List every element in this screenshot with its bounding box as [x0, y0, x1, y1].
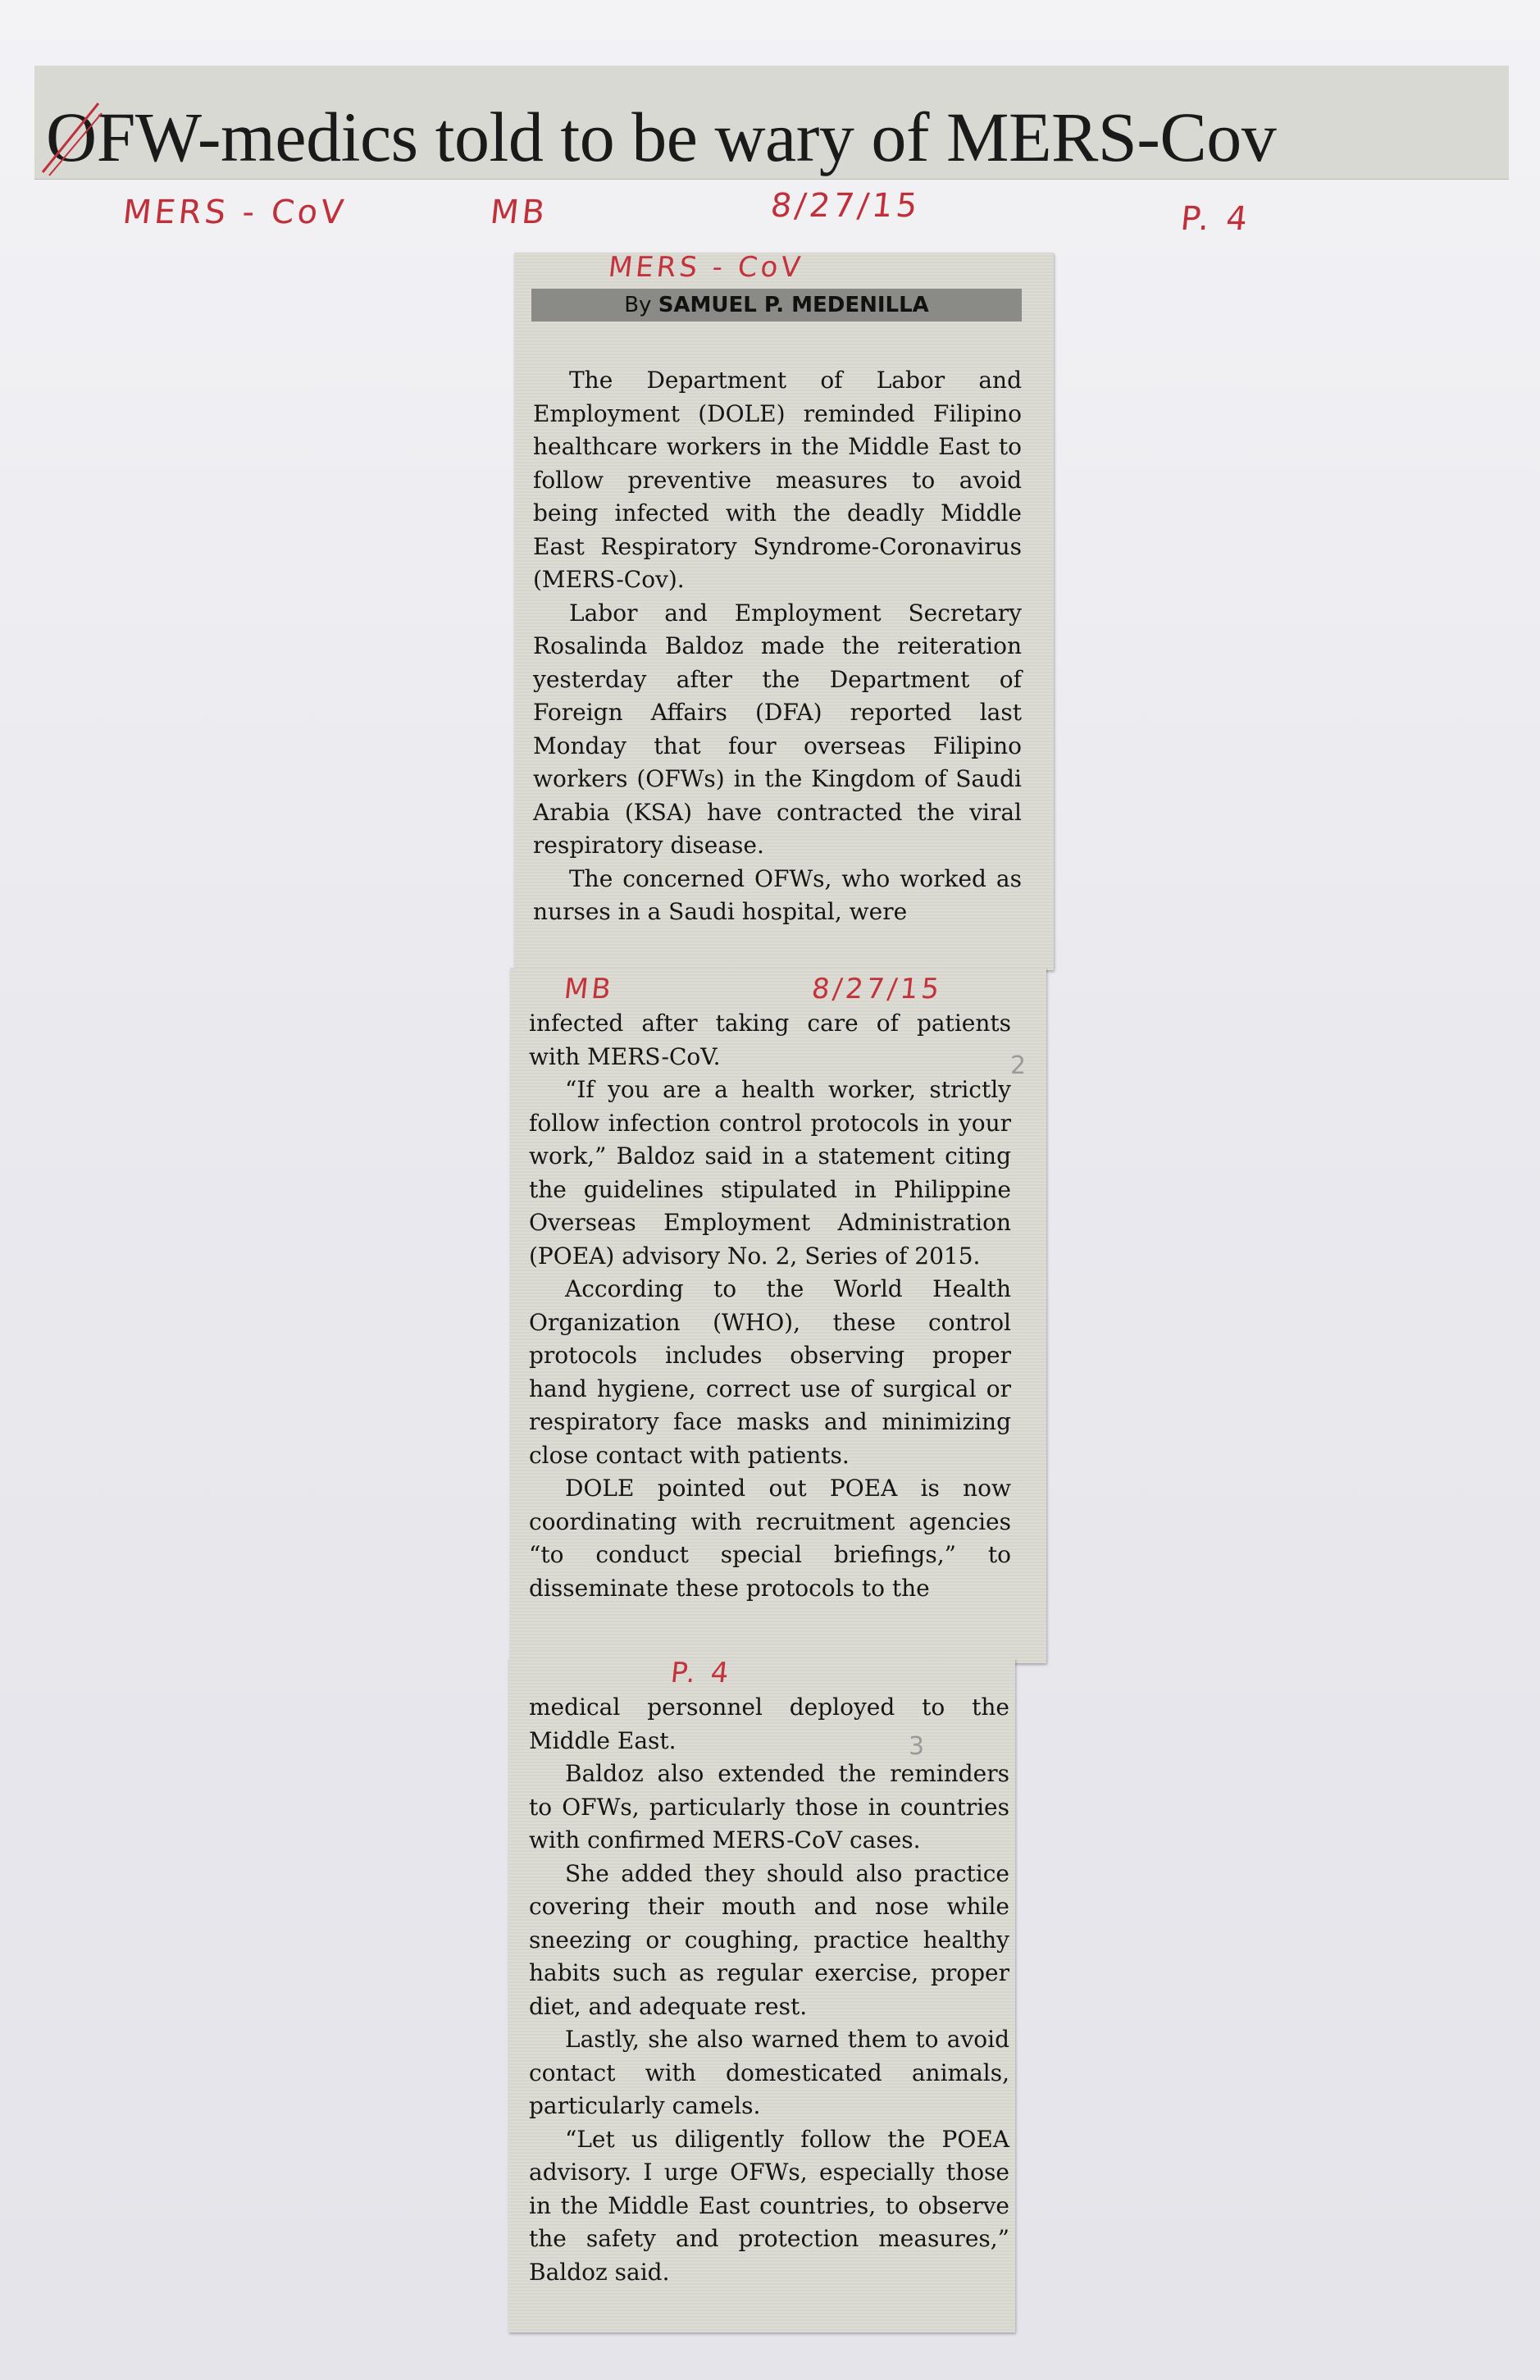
annotation-page: P. 4: [1178, 200, 1253, 238]
clip1-topic-annotation: MERS - CoV: [606, 251, 805, 284]
clip3-page-annotation: P. 4: [668, 1657, 734, 1689]
paragraph: infected after taking care of patients with MERS-CoV.: [529, 1010, 1011, 1070]
clip3-page-marker: 3: [909, 1732, 925, 1761]
paragraph: Labor and Employment Secretary Rosalinda Baldoz made the reiteration yesterday after the Department of Foreign Affairs (DFA) reported last Monday that four overseas Filipino workers (OFWs) in the Kingdom of Saudi Arabia (KSA) have contracted the viral respiratory disease.: [533, 599, 1022, 859]
paragraph: Lastly, she also warned them to avoid contact with domesticated animals, particularly camels.: [529, 2026, 1009, 2119]
annotation-topic: MERS - CoV: [121, 194, 349, 231]
paragraph: “Let us diligently follow the POEA advisory. I urge OFWs, especially those in the Middle East countries, to observe the safety and protection measures,” Baldoz said.: [529, 2125, 1009, 2286]
annotation-source: MB: [488, 194, 550, 231]
headline: OFW-medics told to be wary of MERS-Cov: [46, 98, 1277, 176]
clip2-date-annotation: 8/27/15: [809, 973, 945, 1005]
article-column-1: [533, 364, 1022, 929]
paragraph: She added they should also practice covering their mouth and nose while sneezing or coughing, practice healthy habits such as regular exercise, proper diet, and adequate rest.: [529, 1859, 1009, 2020]
paragraph: The Department of Labor and Employment (DOLE) reminded Filipino healthcare workers in the Middle East to follow preventive measures to avoid being infected with the deadly Middle East Respiratory Syndrome-Coronavirus (MERS-Cov).: [533, 367, 1022, 593]
paragraph: Baldoz also extended the reminders to OFWs, particularly those in countries with confirmed MERS-CoV cases.: [529, 1760, 1009, 1853]
clip2-source-annotation: MB: [562, 973, 616, 1005]
article-column-3: [529, 1691, 1009, 2289]
paragraph: “If you are a health worker, strictly follow infection control protocols in your work,” Baldoz said in a statement citing the guidelines stipulated in Philippine Overseas Employment Administration (POEA) advisory No. 2, Series of 2015.: [529, 1076, 1011, 1270]
paragraph: According to the World Health Organization (WHO), these control protocols includes observing proper hand hygiene, correct use of surgical or respiratory face masks and minimizing close contact with patients.: [529, 1275, 1011, 1469]
paragraph: The concerned OFWs, who worked as nurses in a Saudi hospital, were: [533, 864, 1022, 925]
clip2-page-marker: 2: [1010, 1051, 1027, 1080]
byline: [531, 289, 1022, 321]
paragraph: medical personnel deployed to the Middle East.: [529, 1694, 1009, 1754]
article-column-2: [529, 1007, 1011, 1605]
byline-prefix: By: [624, 293, 652, 317]
annotation-date: 8/27/15: [768, 187, 923, 225]
check-mark-icon: [38, 97, 103, 179]
byline-name: SAMUEL P. MEDENILLA: [658, 293, 929, 317]
paragraph: DOLE pointed out POEA is now coordinating with recruitment agencies “to conduct special briefings,” to disseminate these protocols to the: [529, 1475, 1011, 1602]
